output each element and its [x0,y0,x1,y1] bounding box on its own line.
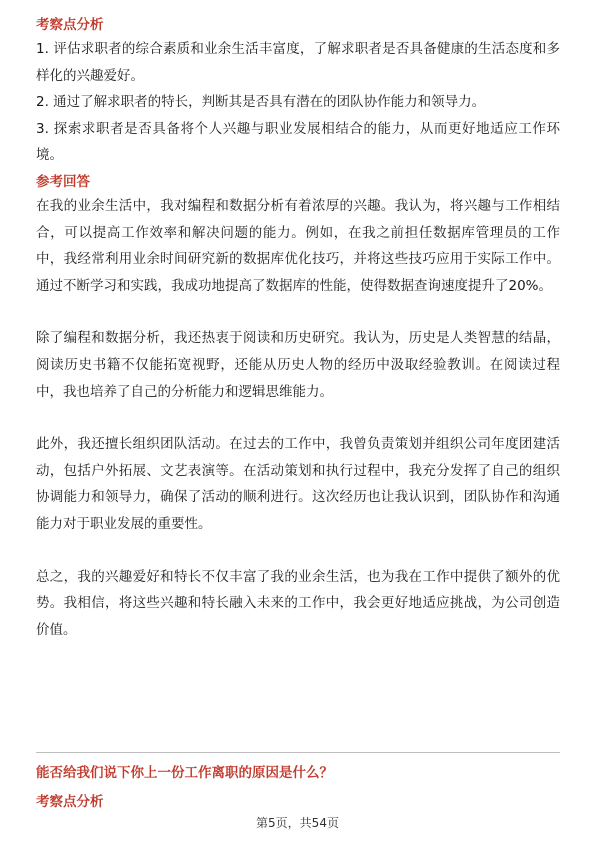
analysis-item-3: 3. 探索求职者是否具备将个人兴趣与职业发展相结合的能力，从而更好地适应工作环境。 [36,120,560,164]
analysis-item-2: 2. 通过了解求职者的特长，判断其是否具有潜在的团队协作能力和领导力。 [36,94,486,111]
next-question: 能否给我们说下你上一份工作离职的原因是什么？ [36,765,333,781]
analysis-heading: 考察点分析 [36,17,104,33]
paragraph-gap [36,538,560,564]
next-analysis-heading: 考察点分析 [36,794,104,810]
page-number: 第5页，共54页 [256,816,339,830]
answer-paragraph-4: 总之，我的兴趣爱好和特长不仅丰富了我的业余生活，也为我在工作中提供了额外的优势。我相信，将这些兴趣和特长融入未来的工作中，我会更好地适应挑战，为公司创造价值。 [36,568,560,638]
page-content [36,14,560,643]
analysis-item-1: 1. 评估求职者的综合素质和业余生活丰富度，了解求职者是否具备健康的生活态度和多样化的兴趣爱好。 [36,41,560,84]
section-divider [36,752,560,753]
answer-paragraph-3: 此外，我还擅长组织团队活动。在过去的工作中，我曾负责策划并组织公司年度团建活动，包括户外拓展、文艺表演等。在活动策划和执行过程中，我充分发挥了自己的组织协调能力和领导力，确保了活动的顺利进行。这次经历也让我认识到，团队协作和沟通能力对于职业发展的重要性。 [36,436,560,532]
paragraph-gap [36,405,560,431]
answer-paragraph-1: 在我的业余生活中，我对编程和数据分析有着浓厚的兴趣。我认为，将兴趣与工作相结合，可以提高工作效率和解决问题的能力。例如，在我之前担任数据库管理员的工作中，我经常利用业余时间研究新的数据库优化技巧，并将这些技巧应用于实际工作中。通过不断学习和实践，我成功地提高了数据库的性能，使得数据查询速度提升了20%。 [36,197,560,294]
answer-heading: 参考回答 [36,173,90,190]
answer-paragraph-2: 除了编程和数据分析，我还热衷于阅读和历史研究。我认为，历史是人类智慧的结晶，阅读历史书籍不仅能拓宽视野，还能从历史人物的经历中汲取经验教训。在阅读过程中，我也培养了自己的分析能力和逻辑思维能力。 [36,330,560,400]
paragraph-gap [36,299,560,325]
